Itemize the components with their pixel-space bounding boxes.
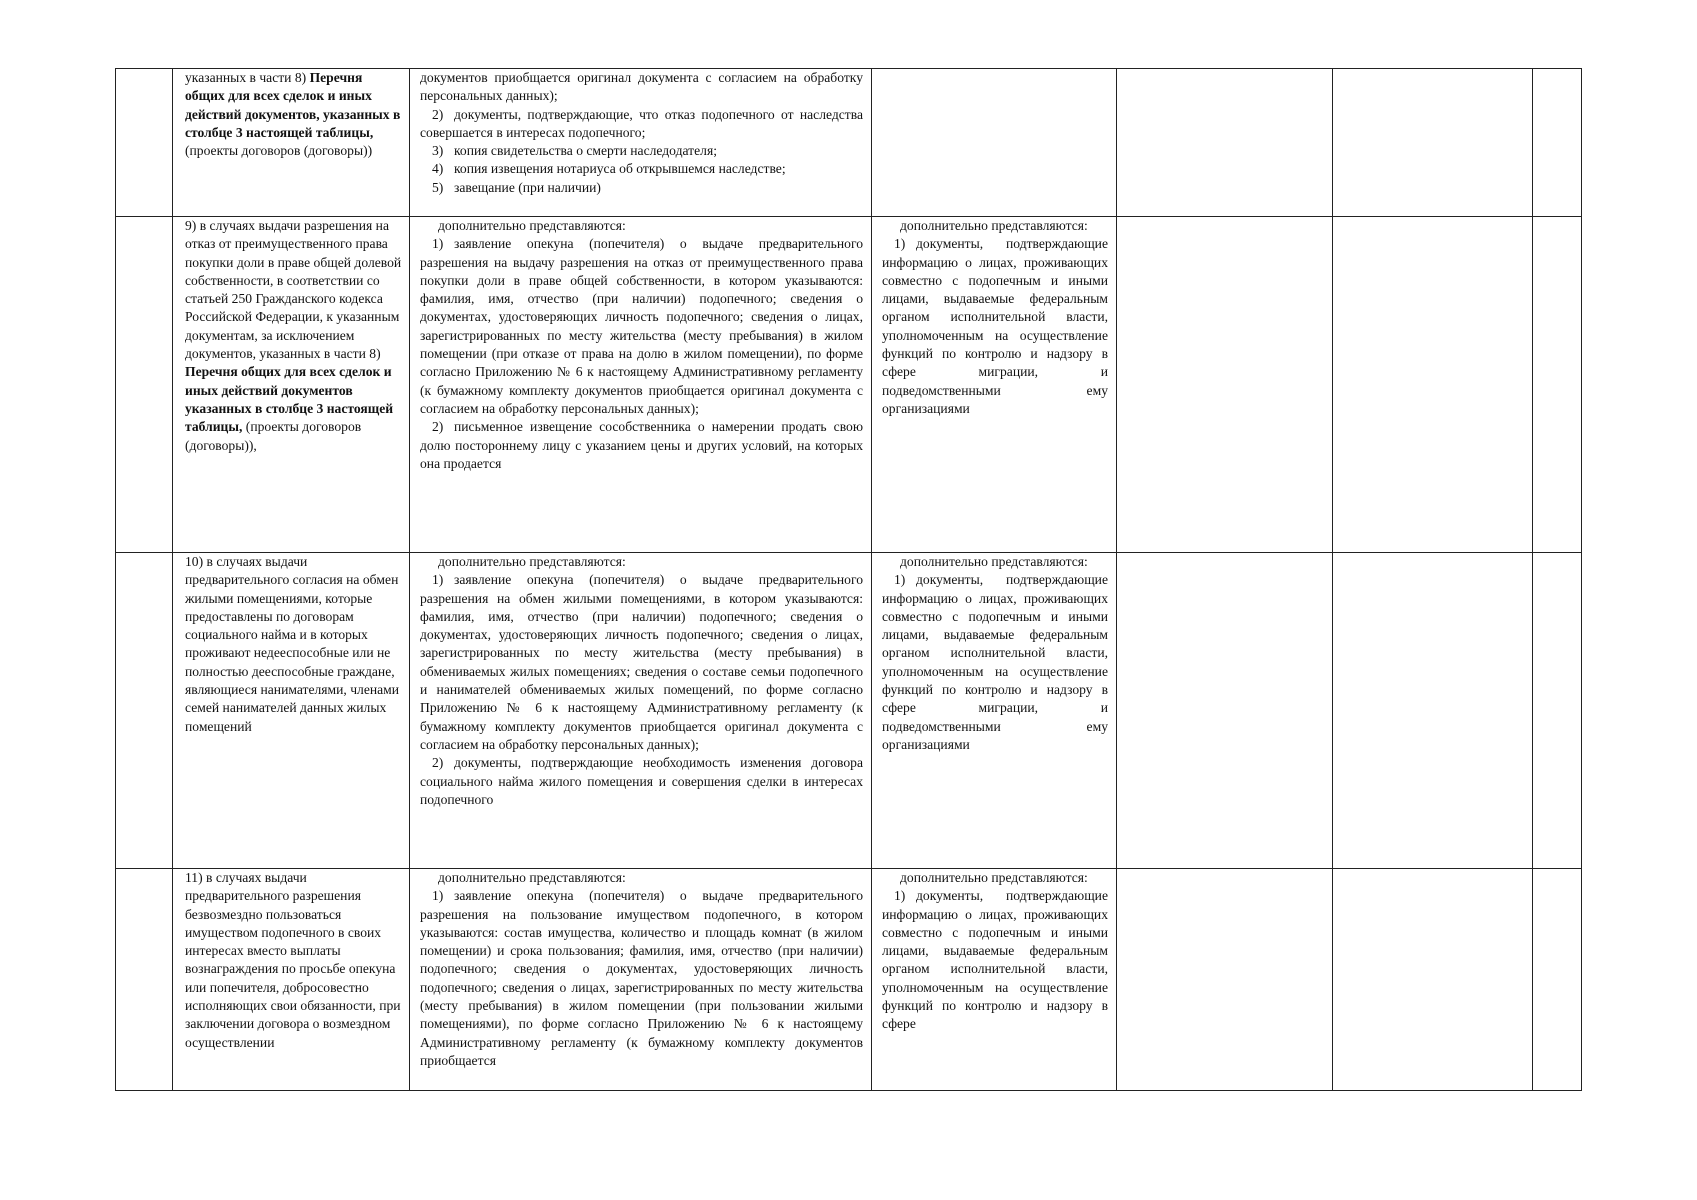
empty-cell [1533, 553, 1582, 869]
empty-cell [1533, 217, 1582, 553]
documents-intro: дополнительно представляются: [438, 218, 626, 233]
row-number-cell [116, 553, 173, 869]
interagency-list-item [882, 235, 1108, 418]
empty-cell [1333, 869, 1533, 1091]
interagency-intro: дополнительно представляются: [900, 870, 1088, 885]
empty-cell [1117, 869, 1333, 1091]
service-cell [173, 69, 410, 217]
documents-cell [410, 69, 872, 217]
item-number: 1) [432, 888, 444, 904]
item-text: документы, подтверждающие необходимость изменения договора социального найма жилого помещения и совершения сделки в интересах подопечного [420, 755, 863, 807]
item-number: 1) [894, 572, 906, 588]
item-number: 2) [432, 106, 444, 122]
table-row [116, 553, 1582, 869]
interagency-intro: дополнительно представляются: [900, 554, 1088, 569]
item-number: 1) [894, 236, 906, 252]
document-list-item [420, 418, 863, 473]
service-cell [173, 217, 410, 553]
document-list-item [420, 235, 863, 418]
interagency-intro: дополнительно представляются: [900, 218, 1088, 233]
item-number: 5) [432, 179, 444, 195]
item-text: документы, подтверждающие информацию о лицах, проживающих совместно с подопечным и иными лицами, выдаваемые федеральным органом исполнительной власти, уполномоченным на осуществление функций по контролю и надзору в сфере [882, 888, 1108, 1032]
item-text: копия свидетельства о смерти наследодателя; [454, 143, 717, 159]
row-number-cell [116, 217, 173, 553]
item-number: 4) [432, 161, 444, 177]
item-text: завещание (при наличии) [454, 179, 601, 195]
empty-cell [1117, 69, 1333, 217]
document-list-item [420, 106, 863, 143]
document-list-item [420, 571, 863, 754]
interagency-list-item [882, 571, 1108, 754]
service-cell [173, 553, 410, 869]
document-list-item [420, 179, 863, 197]
table-row [116, 217, 1582, 553]
row-number-cell [116, 869, 173, 1091]
service-text: (проекты договоров (договоры)) [185, 143, 373, 159]
item-text: заявление опекуна (попечителя) о выдаче предварительного разрешения на обмен жилыми помещениями, в котором указываются: фамилия, имя, отчество (при наличии) подопечного; сведения о документах, удостоверяющих личность подопечного; сведения о лицах, зарегистрированных по месту жительства (месту пребывания) в обмениваемых жилых помещениях; сведения о составе семьи подопечного и нанимателей обмениваемых жилых помещений, по форме согласно Приложению № 6 к настоящему Административному регламенту (к бумажному комплекту документов приобщается оригинал документа с согласием на обработку персональных данных); [420, 572, 863, 752]
documents-cell [410, 553, 872, 869]
service-text: (проекты договоров (договоры)), [185, 419, 362, 453]
interagency-cell [872, 553, 1117, 869]
interagency-cell [872, 869, 1117, 1091]
empty-cell [1333, 69, 1533, 217]
item-text: заявление опекуна (попечителя) о выдаче предварительного разрешения на выдачу разрешения на отказ от преимущественного права покупки доли в праве общей собственности, в котором указываются: фамилия, имя, отчество (при наличии) подопечного; сведения о документах, удостоверяющих личность подопечного; сведения о лицах, зарегистрированных по месту жительства (месту пребывания) в жилом помещении (при отказе от права на долю в жилом помещении), по форме согласно Приложению № 6 к настоящему Административному регламенту (к бумажному комплекту документов приобщается оригинал документа с согласием на обработку персональных данных); [420, 236, 863, 416]
documents-cell [410, 217, 872, 553]
item-number: 2) [432, 755, 444, 771]
document-list-item [420, 160, 863, 178]
service-text: 9) в случаях выдачи разрешения на отказ от преимущественного права покупки доли в праве общей долевой собственности, в соответствии со статьей 250 Гражданского кодекса Российской Федерации, к указанным документам, за исключением документов, указанных в части 8) [185, 218, 402, 362]
document-text: документов приобщается оригинал документа с согласием на обработку персональных данных); [420, 70, 863, 104]
item-number: 1) [432, 572, 444, 588]
item-number: 2) [432, 419, 444, 435]
item-text: документы, подтверждающие информацию о лицах, проживающих совместно с подопечным и иными лицами, выдаваемые федеральным органом исполнительной власти, уполномоченным на осуществление функций по контролю и надзору в сфере миграции, и подведомственными ему организациями [882, 236, 1108, 416]
table-body [116, 69, 1582, 1091]
document-table [115, 68, 1582, 1091]
service-text-bold: Перечня общих для всех сделок и иных действий документов, указанных в столбце 3 настоящей таблицы, [185, 70, 401, 140]
documents-intro: дополнительно представляются: [438, 554, 626, 569]
item-text: документы, подтверждающие, что отказ подопечного от наследства совершается в интересах подопечного; [420, 106, 863, 140]
table-row [116, 869, 1582, 1091]
document-list-item [420, 754, 863, 809]
empty-cell [1533, 869, 1582, 1091]
item-text: заявление опекуна (попечителя) о выдаче предварительного разрешения на пользование имуществом подопечного, в котором указываются: состав имущества, количество и площадь комнат (в жилом помещении) и срока пользования; фамилия, имя, отчество (при наличии) подопечного; сведения о документах, удостоверяющих личность подопечного; сведения о лицах, зарегистрированных по месту жительства (месту пребывания) в жилом помещении (при пользовании жилыми помещениями), по форме согласно Приложению № 6 к настоящему Административному регламенту (к бумажному комплекту документов приобщается [420, 888, 863, 1068]
item-text: копия извещения нотариуса об открывшемся наследстве; [454, 161, 786, 177]
document-list-item [420, 142, 863, 160]
empty-cell [1533, 69, 1582, 217]
item-text: письменное извещение сособственника о намерении продать свою долю постороннему лицу с указанием цены и других условий, на которых она продается [420, 419, 863, 471]
service-text: 10) в случаях выдачи предварительного согласия на обмен жилыми помещениями, которые предоставлены по договорам социального найма и в которых проживают недееспособные или не полностью дееспособные граждане, являющиеся нанимателями, членами семей нанимателей данных жилых помещений [185, 554, 400, 734]
empty-cell [1117, 553, 1333, 869]
service-text-bold: Перечня общих для всех сделок и иных действий документов указанных в столбце 3 настоящей таблицы, [185, 364, 394, 435]
row-number-cell [116, 69, 173, 217]
service-text: указанных в части 8) [185, 70, 310, 85]
interagency-list-item [882, 887, 1108, 1033]
item-number: 1) [432, 236, 444, 252]
empty-cell [1333, 553, 1533, 869]
documents-intro: дополнительно представляются: [438, 870, 626, 885]
service-cell [173, 869, 410, 1091]
empty-cell [1333, 217, 1533, 553]
documents-cell [410, 869, 872, 1091]
table-row [116, 69, 1582, 217]
service-text: 11) в случаях выдачи предварительного разрешения безвозмездно пользоваться имуществом подопечного в своих интересах вместо выплаты вознаграждения по просьбе опекуна или попечителя, добросовестно исполняющих свои обязанности, при заключении договора о возмездном осуществлении [185, 870, 401, 1050]
empty-cell [1117, 217, 1333, 553]
interagency-cell [872, 69, 1117, 217]
item-text: документы, подтверждающие информацию о лицах, проживающих совместно с подопечным и иными лицами, выдаваемые федеральным органом исполнительной власти, уполномоченным на осуществление функций по контролю и надзору в сфере миграции, и подведомственными ему организациями [882, 572, 1108, 752]
item-number: 1) [894, 888, 906, 904]
document-list-item [420, 887, 863, 1070]
interagency-cell [872, 217, 1117, 553]
item-number: 3) [432, 143, 444, 159]
